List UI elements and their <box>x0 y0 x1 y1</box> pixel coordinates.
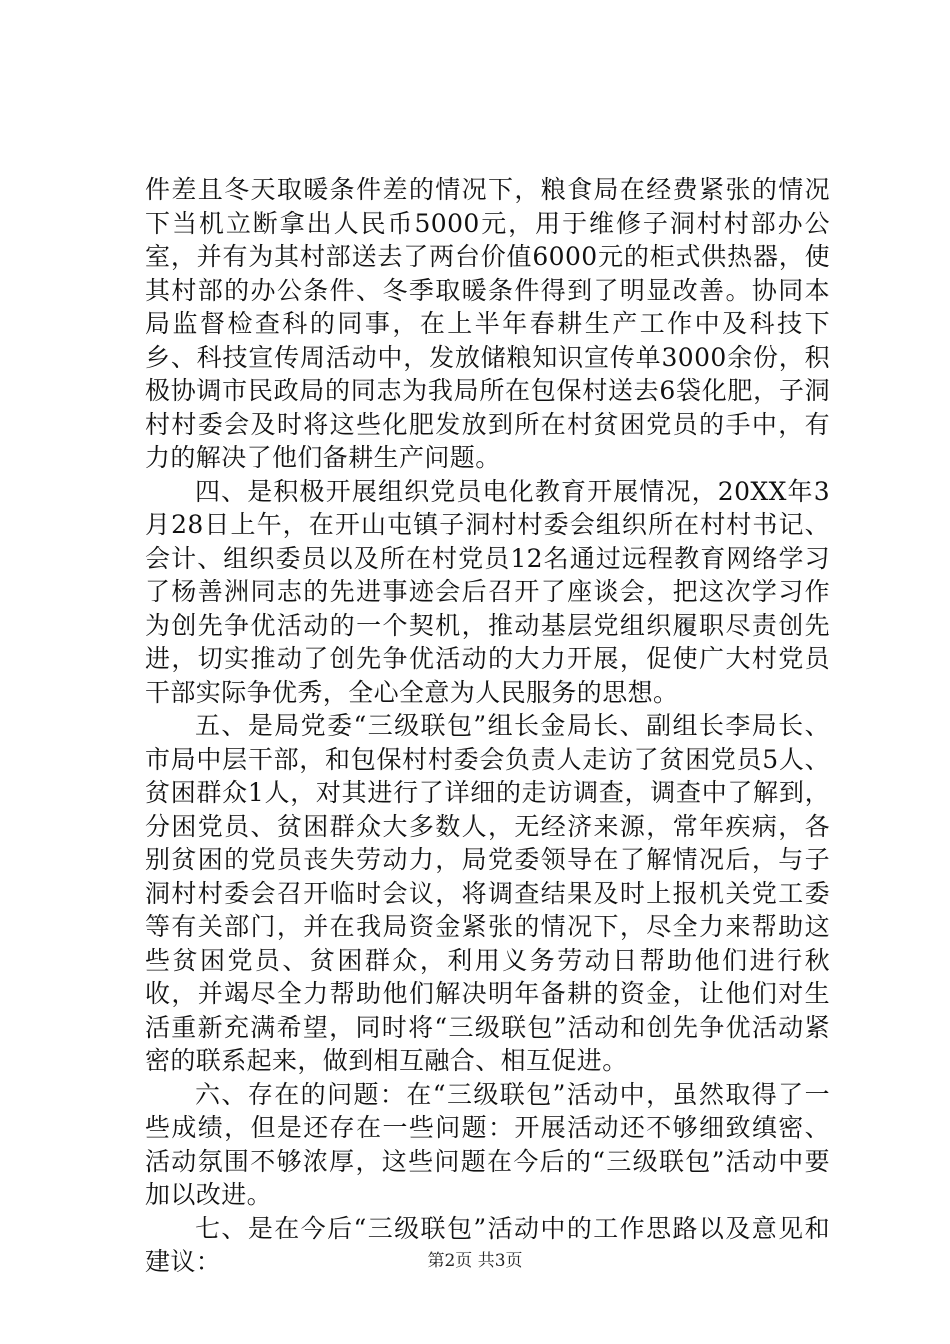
paragraph-seven: 七、是在今后“三级联包”活动中的工作思路以及意见和建议： <box>145 1213 830 1276</box>
paragraph-six: 六、存在的问题：在“三级联包”活动中，虽然取得了一些成绩，但是还存在一些问题：开展活动还不够细致缜密、活动氛围不够浓厚，这些问题在今后的“三级联包”活动中要加以改进。 <box>145 1079 830 1209</box>
paragraph-four: 四、是积极开展组织党员电化教育开展情况，20XX年3月28日上午，在开山屯镇子洞村村委会组织所在村村书记、会计、组织委员以及所在村党员12名通过远程教育网络学习了杨善洲同志的先进事迹会后召开了座谈会，把这次学习作为创先争优活动的一个契机，推动基层党组织履职尽责创先进，切实推动了创先争优活动的大力开展，促使广大村党员干部实际争优秀，全心全意为人民服务的思想。 <box>145 476 830 707</box>
paragraph-continued: 件差且冬天取暖条件差的情况下，粮食局在经费紧张的情况下当机立断拿出人民币5000元，用于维修子洞村村部办公室，并有为其村部送去了两台价值6000元的柜式供热器，使其村部的办公条件、冬季取暖条件得到了明显改善。协同本局监督检查科的同事，在上半年春耕生产工作中及科技下乡、科技宣传周活动中，发放储粮知识宣传单3000余份，积极协调市民政局的同志为我局所在包保村送去6袋化肥，子洞村村委会及时将这些化肥发放到所在村贫困党员的手中，有力的解决了他们备耕生产问题。 <box>145 175 830 472</box>
page-footer: 第2页 共3页 <box>427 1251 523 1271</box>
paragraph-five: 五、是局党委“三级联包”组长金局长、副组长李局长、市局中层干部，和包保村村委会负责人走访了贫困党员5人、贫困群众1人，对其进行了详细的走访调查，调查中了解到，分困党员、贫困群众大多数人，无经济来源，常年疾病，各别贫困的党员丧失劳动力，局党委领导在了解情况后，与子洞村村委会召开临时会议，将调查结果及时上报机关党工委等有关部门，并在我局资金紧张的情况下，尽全力来帮助这些贫困党员、贫困群众，利用义务劳动日帮助他们进行秋收，并竭尽全力帮助他们解决明年备耕的资金，让他们对生活重新充满希望，同时将“三级联包”活动和创先争优活动紧密的联系起来，做到相互融合、相互促进。 <box>145 711 830 1075</box>
document-body <box>145 173 830 1279</box>
